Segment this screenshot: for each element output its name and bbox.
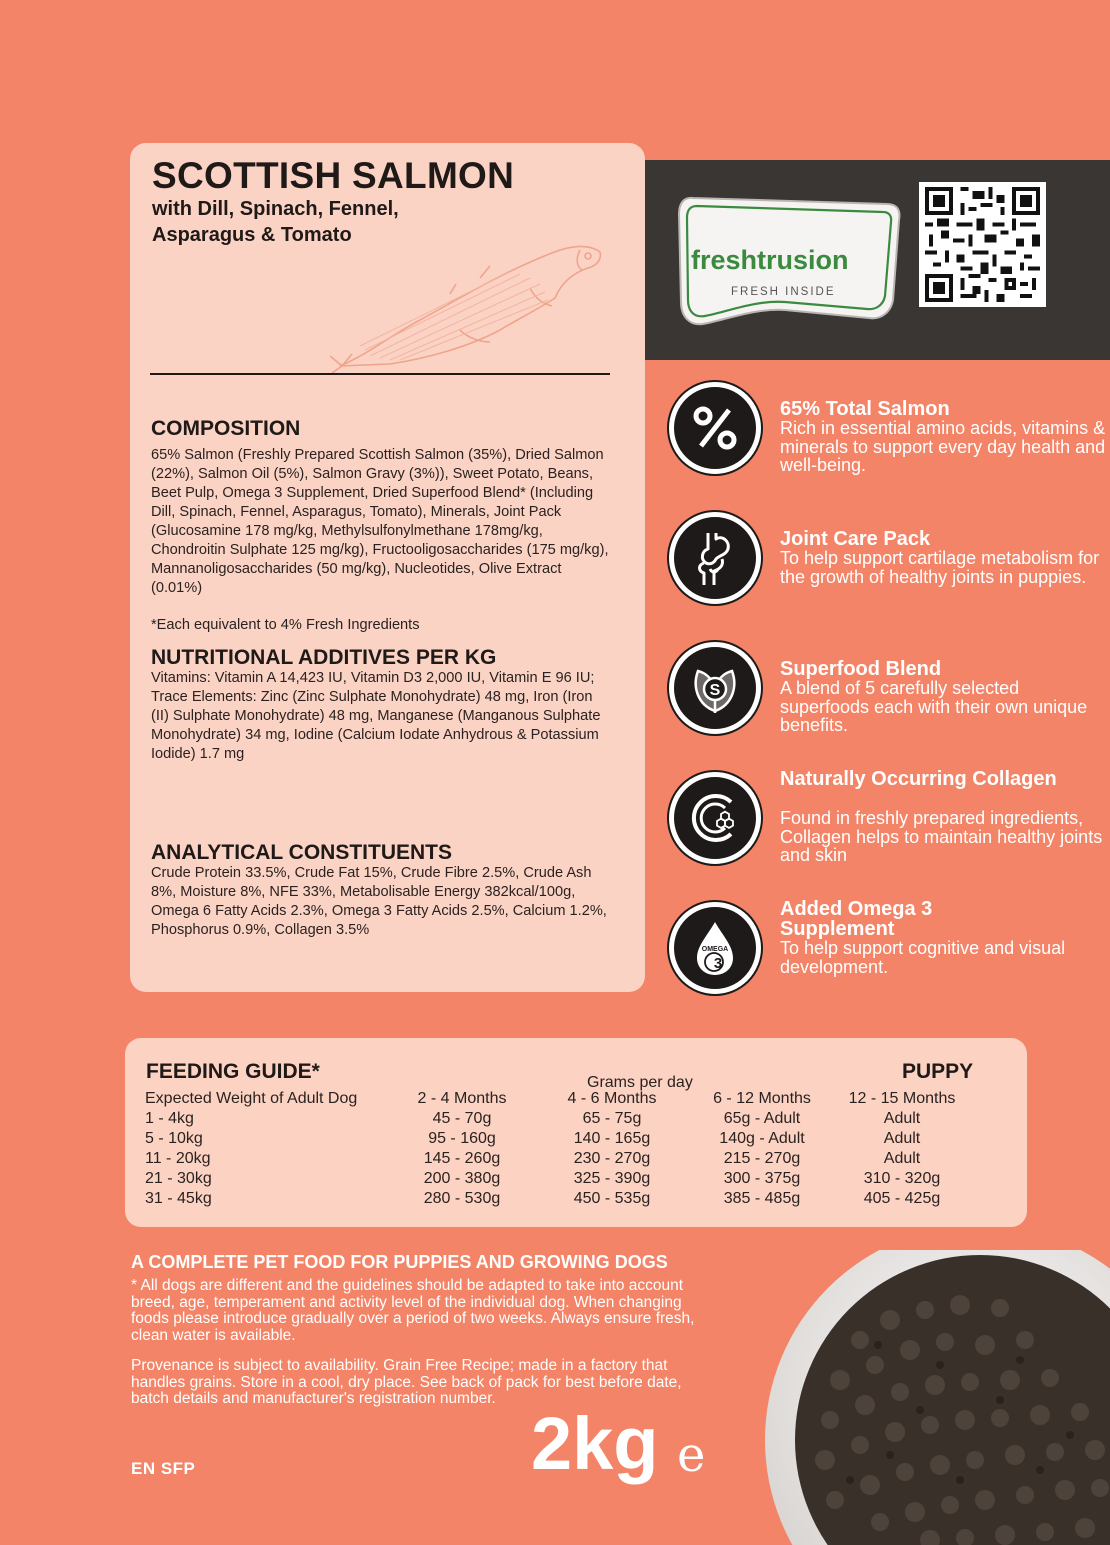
table-cell: Adult (883, 1150, 921, 1167)
table-cell: 405 - 425g (863, 1190, 941, 1207)
column-header: 4 - 6 Months (567, 1090, 657, 1107)
analytical-text: Crude Protein 33.5%, Crude Fat 15%, Crude Fibre 2.5%, Crude Ash 8%, Moisture 8%, NFE 33%, Metabolisable Energy 382kcal/100g, Omega 6 Fatty Acids 2.3%, Omega 3 Fatty Acids 2.5%, Calcium 1.2%, Phosphorus 0.9%, Collagen 3.5% (151, 865, 607, 938)
feature-text: Found in freshly prepared ingredients, Collagen helps to maintain healthy joints and skin (780, 808, 1103, 865)
language-code: EN SFP (131, 1459, 196, 1478)
feature-title: Naturally Occurring Collagen (780, 768, 1057, 790)
product-info-panel (130, 143, 645, 992)
table-cell: 65 - 75g (582, 1110, 642, 1127)
table-cell: 385 - 485g (723, 1190, 801, 1207)
product-title: SCOTTISH SALMON (152, 155, 515, 196)
feeding-guide-heading: FEEDING GUIDE* (146, 1060, 320, 1083)
feeding-note: * All dogs are different and the guidelines should be adapted to take into account breed, age, temperament and activity level of the individual dog. When changing foods please introduce gradually over a period of two weeks. Always ensure fresh, clean water is available. (131, 1277, 695, 1344)
logo-text: freshtrusion (691, 245, 849, 275)
logo-subtext: FRESH INSIDE (731, 286, 836, 298)
leaf-s-icon (669, 642, 761, 734)
table-cell: 450 - 535g (573, 1190, 651, 1207)
percent-icon (669, 382, 761, 474)
column-header: 2 - 4 Months (417, 1090, 507, 1107)
additives-text: Vitamins: Vitamin A 14,423 IU, Vitamin D3 2,000 IU, Vitamin E 96 IU; Trace Elements: Zinc (Zinc Sulphate Monohydrate) 48 mg, Iron (Iron (II) Sulphate Monohydrate) 48 mg, Manganese (Manganous Sulphate Monohydrate) 34 mg, Iodine (Calcium Iodate Anhydrous & Potassium Iodide) 1.7 mg (151, 670, 601, 762)
table-cell: 325 - 390g (573, 1170, 651, 1187)
table-row (145, 1169, 967, 1189)
feature-title: Added Omega 3 Supplement (780, 898, 933, 940)
feature-collagen (665, 768, 1105, 887)
table-row (145, 1129, 967, 1149)
table-cell: 145 - 260g (423, 1150, 501, 1167)
table-cell: 45 - 70g (432, 1110, 492, 1127)
table-row (145, 1149, 967, 1169)
complete-food-heading: A COMPLETE PET FOOD FOR PUPPIES AND GROWING DOGS (131, 1252, 668, 1272)
feature-total-salmon (665, 382, 1105, 492)
column-header: Expected Weight of Adult Dog (145, 1090, 358, 1107)
table-cell: 31 - 45kg (145, 1190, 212, 1207)
column-header: 6 - 12 Months (713, 1090, 811, 1107)
freshtrusion-logo (675, 190, 905, 328)
table-cell: 95 - 160g (428, 1130, 496, 1147)
table-cell: Adult (883, 1110, 921, 1127)
table-cell: 5 - 10kg (145, 1130, 203, 1147)
feature-superfood (665, 642, 1105, 752)
omega-number: 3 (713, 955, 723, 972)
omega3-drop-icon (669, 902, 761, 994)
composition-text: 65% Salmon (Freshly Prepared Scottish Salmon (35%), Dried Salmon (22%), Salmon Oil (5%), Salmon Gravy (3%)), Sweet Potato, Beans, Beet Pulp, Omega 3 Supplement, Dried Superfood Blend* (Including Dill, Spinach, Fennel, Asparagus, Tomato), Minerals, Joint Pack (Glucosamine 178 mg/kg, Methylsulfonylmethane 178mg/kg, Chondroitin Sulphate 125 mg/kg), Fructooligosaccharides (175 mg/kg), Mannanoligosaccharides (50 mg/kg), Nucleotides, Olive Extract (0.01%) (151, 447, 609, 596)
table-cell: 200 - 380g (423, 1170, 501, 1187)
feeding-guide-panel (125, 1038, 1027, 1227)
feature-title: Joint Care Pack (780, 528, 931, 550)
composition-footnote: *Each equivalent to 4% Fresh Ingredients (151, 617, 420, 633)
table-cell: 11 - 20kg (145, 1150, 211, 1167)
table-row (145, 1189, 967, 1209)
net-weight: 2kg (531, 1402, 659, 1485)
table-cell: 1 - 4kg (145, 1110, 194, 1127)
table-cell: 280 - 530g (423, 1190, 501, 1207)
qr-code-icon[interactable] (919, 182, 1046, 307)
table-cell: 140g - Adult (719, 1130, 805, 1147)
feature-omega3 (665, 898, 1105, 1012)
brand-band (645, 160, 1110, 360)
feature-title: Superfood Blend (780, 658, 942, 680)
feature-joint-care (665, 512, 1105, 622)
grams-per-day-label: Grams per day (587, 1074, 693, 1091)
feature-text: Rich in essential amino acids, vitamins & minerals to support every day health and well-being. (780, 418, 1106, 475)
feeding-table (145, 1089, 967, 1209)
omega-label: OMEGA (701, 946, 729, 953)
feature-text: A blend of 5 carefully selected superfoods each with their own unique benefits. (780, 678, 1088, 735)
feature-text: To help support cartilage metabolism for the growth of healthy joints in puppies. (780, 548, 1100, 587)
joint-icon (669, 512, 761, 604)
analytical-heading: ANALYTICAL CONSTITUENTS (151, 841, 453, 864)
composition-heading: COMPOSITION (151, 417, 301, 440)
table-cell: 230 - 270g (573, 1150, 651, 1167)
kibble-bowl-image (760, 1250, 1110, 1545)
table-cell: 140 - 165g (573, 1130, 651, 1147)
feature-title: 65% Total Salmon (780, 398, 950, 420)
table-header-row (145, 1089, 967, 1109)
svg-text:S: S (709, 682, 721, 699)
table-cell: 310 - 320g (863, 1170, 941, 1187)
additives-heading: NUTRITIONAL ADDITIVES PER KG (151, 646, 497, 669)
column-header: 12 - 15 Months (848, 1090, 956, 1107)
product-subtitle: with Dill, Spinach, Fennel, Asparagus & Tomato (152, 198, 399, 246)
table-cell: 65g - Adult (723, 1110, 801, 1127)
salmon-illustration (330, 238, 610, 373)
life-stage-label: PUPPY (902, 1060, 974, 1083)
collagen-icon (669, 772, 761, 864)
table-cell: Adult (883, 1130, 921, 1147)
table-cell: 300 - 375g (723, 1170, 801, 1187)
provenance-note: Provenance is subject to availability. Grain Free Recipe; made in a factory that handles grains. Store in a cool, dry place. See back of pack for best before date, batch details and manufacturer's registration number. (131, 1357, 682, 1407)
table-cell: 21 - 30kg (145, 1170, 212, 1187)
e-mark: e (677, 1427, 706, 1483)
feature-text: To help support cognitive and visual development. (780, 938, 1066, 977)
table-row (145, 1109, 967, 1129)
divider-line (150, 373, 610, 375)
table-cell: 215 - 270g (723, 1150, 801, 1167)
